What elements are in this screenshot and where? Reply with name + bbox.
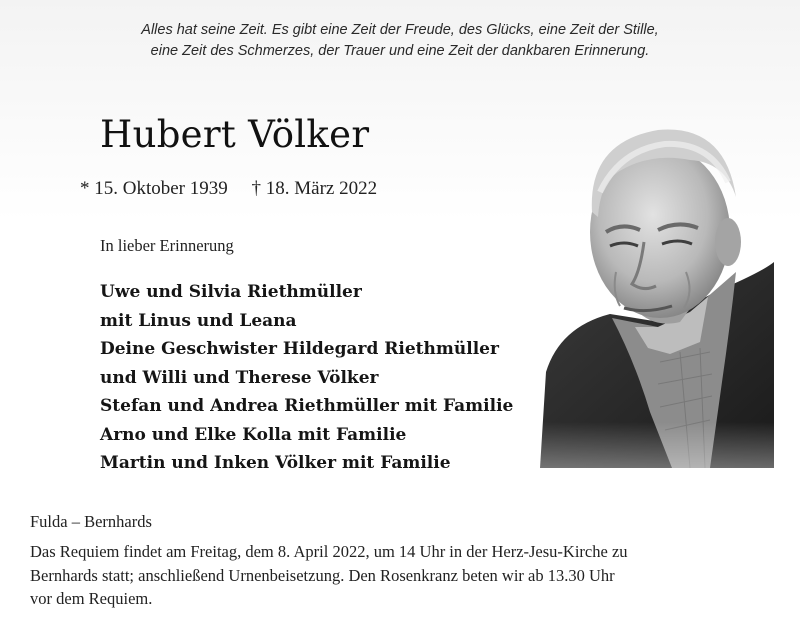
motto-quote <box>0 20 800 62</box>
notice-line-1: Das Requiem findet am Freitag, dem 8. April 2022, um 14 Uhr in der Herz-Jesu-Kirche zu <box>30 542 628 561</box>
deceased-name: Hubert Völker <box>100 113 370 156</box>
mourner-line: mit Linus und Leana <box>100 310 297 331</box>
notice-line-2: Bernhards statt; anschließend Urnenbeisetzung. Den Rosenkranz beten wir ab 13.30 Uhr <box>30 565 615 585</box>
memory-line: In lieber Erinnerung <box>100 236 234 255</box>
mourner-line: Deine Geschwister Hildegard Riethmüller <box>100 339 499 359</box>
mourner-line: Stefan und Andrea Riethmüller mit Familie <box>100 396 514 416</box>
notice-line-3: vor dem Requiem. <box>30 589 153 608</box>
mourner-line: und Willi und Therese Völker <box>100 367 379 388</box>
place-line: Fulda – Bernhards <box>30 512 152 531</box>
motto-line-1: Alles hat seine Zeit. Es gibt eine Zeit der Freude, des Glücks, eine Zeit der Stille, <box>141 22 659 38</box>
portrait-photo <box>540 122 774 468</box>
funeral-notice <box>30 540 790 611</box>
mourner-line: Arno und Elke Kolla mit Familie <box>100 424 407 445</box>
life-dates: * 15. Oktober 1939 † 18. März 2022 <box>80 178 378 199</box>
mourner-line: Uwe und Silvia Riethmüller <box>100 282 362 302</box>
mourners-list <box>100 278 513 478</box>
motto-line-2: eine Zeit des Schmerzes, der Trauer und eine Zeit der dankbaren Erinnerung. <box>150 43 650 59</box>
mourner-line: Martin und Inken Völker mit Familie <box>100 453 451 473</box>
